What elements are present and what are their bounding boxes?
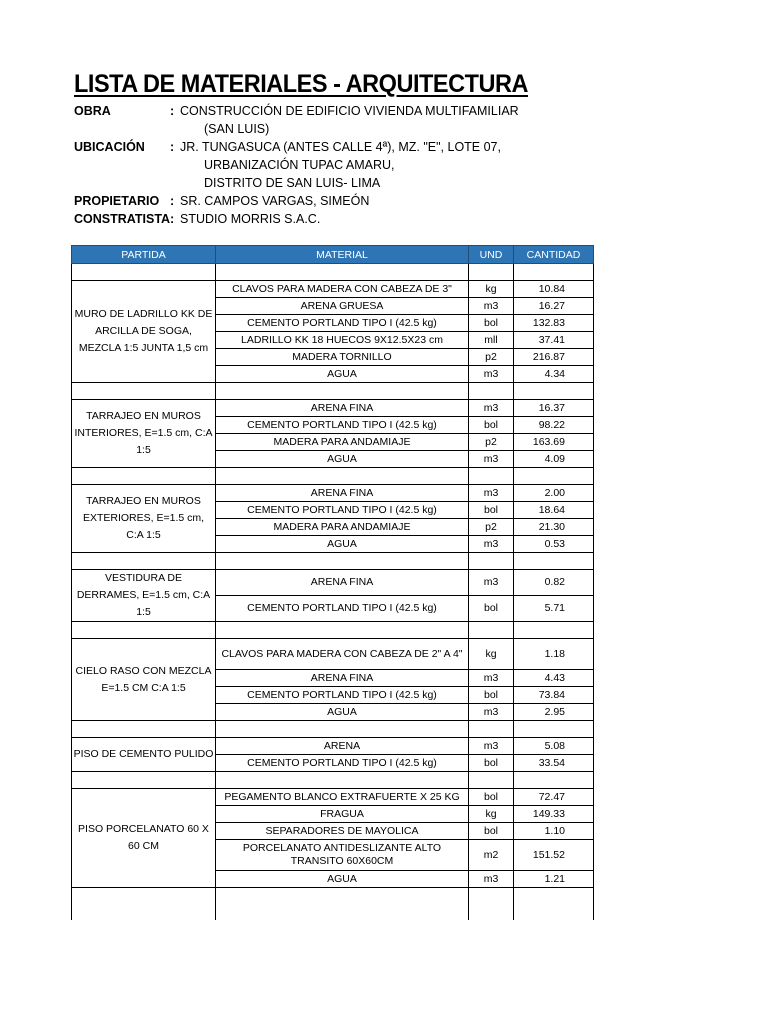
unit-cell: kg — [469, 281, 514, 298]
material-cell: SEPARADORES DE MAYOLICA — [216, 823, 469, 840]
meta-value — [180, 210, 320, 228]
material-cell: MADERA PARA ANDAMIAJE — [216, 434, 469, 451]
quantity-cell: 1.21 — [514, 871, 594, 888]
unit-cell: m3 — [469, 451, 514, 468]
unit-cell: p2 — [469, 519, 514, 536]
spacer-row — [72, 553, 594, 570]
unit-cell: m3 — [469, 871, 514, 888]
quantity-cell: 33.54 — [514, 755, 594, 772]
meta-colon: : — [170, 140, 175, 154]
quantity-cell: 132.83 — [514, 315, 594, 332]
material-cell: AGUA — [216, 451, 469, 468]
material-cell: AGUA — [216, 366, 469, 383]
empty-cell — [469, 264, 514, 281]
material-cell: MADERA TORNILLO — [216, 349, 469, 366]
quantity-cell: 37.41 — [514, 332, 594, 349]
empty-cell — [469, 721, 514, 738]
empty-cell — [216, 622, 469, 639]
unit-cell: bol — [469, 789, 514, 806]
spacer-row — [72, 468, 594, 485]
material-cell: AGUA — [216, 871, 469, 888]
partida-cell: PISO DE CEMENTO PULIDO — [72, 738, 216, 772]
quantity-cell: 216.87 — [514, 349, 594, 366]
empty-cell — [514, 468, 594, 485]
meta-line: URBANIZACIÓN TUPAC AMARU, — [204, 158, 395, 172]
unit-cell: kg — [469, 639, 514, 670]
partida-cell: TARRAJEO EN MUROS INTERIORES, E=1.5 cm, C:A 1:5 — [72, 400, 216, 468]
materials-table — [71, 245, 594, 920]
meta-line: (SAN LUIS) — [204, 122, 270, 136]
meta-value — [180, 102, 519, 138]
meta-row-obra — [74, 102, 519, 138]
quantity-cell: 16.27 — [514, 298, 594, 315]
material-cell: PEGAMENTO BLANCO EXTRAFUERTE X 25 KG — [216, 789, 469, 806]
unit-cell: bol — [469, 502, 514, 519]
material-cell: AGUA — [216, 536, 469, 553]
meta-colon: : — [170, 212, 175, 226]
empty-cell — [72, 888, 216, 921]
meta-colon: : — [170, 104, 175, 118]
unit-cell: m2 — [469, 840, 514, 871]
column-header-material: MATERIAL — [216, 246, 469, 264]
quantity-cell: 2.00 — [514, 485, 594, 502]
empty-cell — [469, 553, 514, 570]
table-row — [72, 400, 594, 417]
column-header-cantidad: CANTIDAD — [514, 246, 594, 264]
meta-line: DISTRITO DE SAN LUIS- LIMA — [204, 176, 381, 190]
unit-cell: m3 — [469, 670, 514, 687]
meta-value — [180, 138, 501, 192]
material-cell: ARENA FINA — [216, 485, 469, 502]
column-header-und: UND — [469, 246, 514, 264]
partida-cell: PISO PORCELANATO 60 X 60 CM — [72, 789, 216, 888]
unit-cell: p2 — [469, 434, 514, 451]
quantity-cell: 4.09 — [514, 451, 594, 468]
material-cell: ARENA FINA — [216, 400, 469, 417]
material-cell: ARENA GRUESA — [216, 298, 469, 315]
meta-label: UBICACIÓN — [74, 140, 145, 154]
material-cell: CEMENTO PORTLAND TIPO I (42.5 kg) — [216, 417, 469, 434]
empty-cell — [72, 468, 216, 485]
empty-cell — [216, 553, 469, 570]
unit-cell: m3 — [469, 400, 514, 417]
material-cell: CEMENTO PORTLAND TIPO I (42.5 kg) — [216, 755, 469, 772]
unit-cell: kg — [469, 806, 514, 823]
quantity-cell: 149.33 — [514, 806, 594, 823]
spacer-row — [72, 772, 594, 789]
empty-cell — [72, 383, 216, 400]
quantity-cell: 16.37 — [514, 400, 594, 417]
unit-cell: m3 — [469, 366, 514, 383]
empty-cell — [216, 383, 469, 400]
material-cell: FRAGUA — [216, 806, 469, 823]
material-cell: ARENA — [216, 738, 469, 755]
quantity-cell: 18.64 — [514, 502, 594, 519]
meta-row-contratista — [74, 210, 519, 228]
unit-cell: m3 — [469, 485, 514, 502]
meta-line: SR. CAMPOS VARGAS, SIMEÓN — [180, 194, 370, 208]
unit-cell: m3 — [469, 570, 514, 596]
meta-label: CONSTRATISTA — [74, 212, 171, 226]
meta-line: CONSTRUCCIÓN DE EDIFICIO VIVIENDA MULTIFAMILIAR — [180, 104, 519, 118]
empty-cell — [514, 888, 594, 921]
quantity-cell: 98.22 — [514, 417, 594, 434]
table-row — [72, 639, 594, 670]
empty-cell — [216, 721, 469, 738]
unit-cell: bol — [469, 755, 514, 772]
meta-colon: : — [170, 194, 175, 208]
unit-cell: bol — [469, 417, 514, 434]
spacer-row — [72, 721, 594, 738]
quantity-cell: 73.84 — [514, 687, 594, 704]
spacer-row — [72, 888, 594, 921]
empty-cell — [216, 468, 469, 485]
meta-line: JR. TUNGASUCA (ANTES CALLE 4ª), MZ. "E", LOTE 07, — [180, 140, 501, 154]
empty-cell — [72, 553, 216, 570]
empty-cell — [469, 383, 514, 400]
spacer-row — [72, 383, 594, 400]
empty-cell — [469, 888, 514, 921]
quantity-cell: 151.52 — [514, 840, 594, 871]
unit-cell: m3 — [469, 536, 514, 553]
material-cell: ARENA FINA — [216, 670, 469, 687]
meta-row-ubicacion — [74, 138, 519, 192]
partida-cell: TARRAJEO EN MUROS EXTERIORES, E=1.5 cm, C:A 1:5 — [72, 485, 216, 553]
quantity-cell: 4.34 — [514, 366, 594, 383]
quantity-cell: 5.08 — [514, 738, 594, 755]
spacer-row — [72, 622, 594, 639]
table-header-row — [72, 246, 594, 264]
meta-value — [180, 192, 369, 210]
empty-cell — [514, 622, 594, 639]
materials-table-body — [72, 264, 594, 921]
empty-cell — [469, 772, 514, 789]
unit-cell: bol — [469, 687, 514, 704]
partida-cell: CIELO RASO CON MEZCLA E=1.5 CM C:A 1:5 — [72, 639, 216, 721]
material-cell: CEMENTO PORTLAND TIPO I (42.5 kg) — [216, 502, 469, 519]
empty-cell — [514, 721, 594, 738]
table-row — [72, 738, 594, 755]
unit-cell: mll — [469, 332, 514, 349]
material-cell: CEMENTO PORTLAND TIPO I (42.5 kg) — [216, 315, 469, 332]
project-info — [74, 102, 519, 228]
unit-cell: bol — [469, 823, 514, 840]
empty-cell — [72, 264, 216, 281]
quantity-cell: 163.69 — [514, 434, 594, 451]
empty-cell — [514, 383, 594, 400]
empty-cell — [469, 622, 514, 639]
quantity-cell: 0.53 — [514, 536, 594, 553]
unit-cell: p2 — [469, 349, 514, 366]
meta-label: PROPIETARIO — [74, 194, 160, 208]
unit-cell: m3 — [469, 704, 514, 721]
spacer-row — [72, 264, 594, 281]
empty-cell — [72, 772, 216, 789]
quantity-cell: 2.95 — [514, 704, 594, 721]
table-row — [72, 281, 594, 298]
empty-cell — [216, 772, 469, 789]
unit-cell: m3 — [469, 738, 514, 755]
meta-label: OBRA — [74, 104, 111, 118]
unit-cell: bol — [469, 596, 514, 622]
material-cell: CEMENTO PORTLAND TIPO I (42.5 kg) — [216, 596, 469, 622]
column-header-partida: PARTIDA — [72, 246, 216, 264]
material-cell: CEMENTO PORTLAND TIPO I (42.5 kg) — [216, 687, 469, 704]
material-cell: ARENA FINA — [216, 570, 469, 596]
material-cell: PORCELANATO ANTIDESLIZANTE ALTO TRANSITO 60X60CM — [216, 840, 469, 871]
material-cell: LADRILLO KK 18 HUECOS 9X12.5X23 cm — [216, 332, 469, 349]
empty-cell — [216, 888, 469, 921]
quantity-cell: 0.82 — [514, 570, 594, 596]
partida-cell: MURO DE LADRILLO KK DE ARCILLA DE SOGA, MEZCLA 1:5 JUNTA 1,5 cm — [72, 281, 216, 383]
unit-cell: bol — [469, 315, 514, 332]
table-row — [72, 789, 594, 806]
empty-cell — [469, 468, 514, 485]
meta-line: STUDIO MORRIS S.A.C. — [180, 212, 321, 226]
empty-cell — [216, 264, 469, 281]
partida-cell: VESTIDURA DE DERRAMES, E=1.5 cm, C:A 1:5 — [72, 570, 216, 622]
quantity-cell: 21.30 — [514, 519, 594, 536]
material-cell: MADERA PARA ANDAMIAJE — [216, 519, 469, 536]
unit-cell: m3 — [469, 298, 514, 315]
material-cell: CLAVOS PARA MADERA CON CABEZA DE 2" A 4" — [216, 639, 469, 670]
quantity-cell: 72.47 — [514, 789, 594, 806]
empty-cell — [514, 772, 594, 789]
table-row — [72, 485, 594, 502]
meta-row-propietario — [74, 192, 519, 210]
table-row — [72, 570, 594, 596]
empty-cell — [72, 721, 216, 738]
quantity-cell: 10.84 — [514, 281, 594, 298]
material-cell: AGUA — [216, 704, 469, 721]
empty-cell — [72, 622, 216, 639]
material-cell: CLAVOS PARA MADERA CON CABEZA DE 3" — [216, 281, 469, 298]
quantity-cell: 1.18 — [514, 639, 594, 670]
quantity-cell: 4.43 — [514, 670, 594, 687]
quantity-cell: 1.10 — [514, 823, 594, 840]
empty-cell — [514, 553, 594, 570]
page-title: LISTA DE MATERIALES - ARQUITECTURA — [74, 70, 529, 98]
empty-cell — [514, 264, 594, 281]
quantity-cell: 5.71 — [514, 596, 594, 622]
